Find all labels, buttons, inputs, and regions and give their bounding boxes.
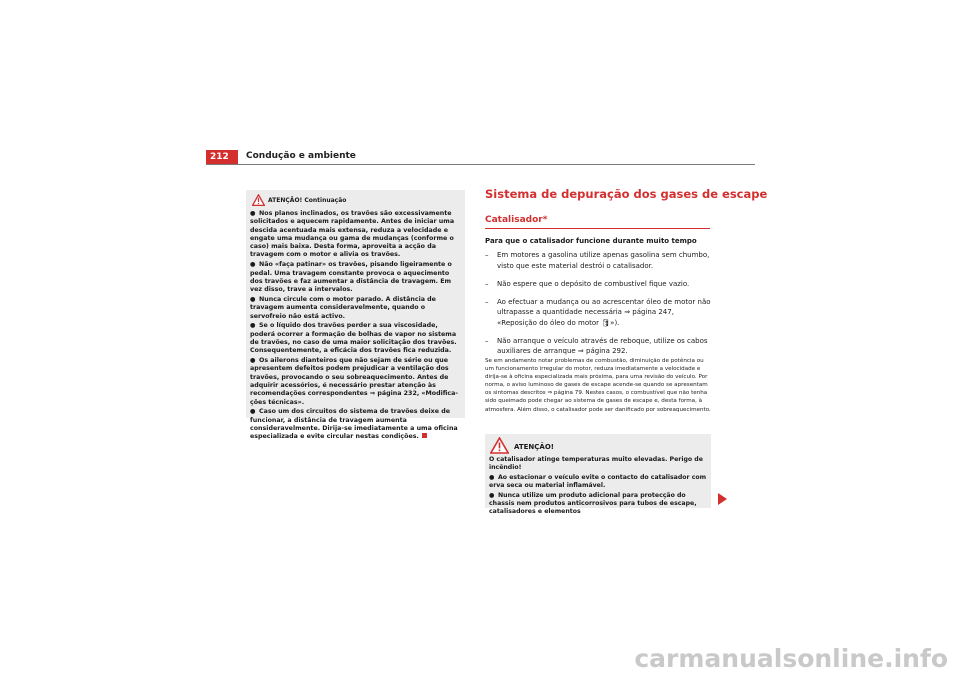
warning-item: ● Nunca circule com o motor parado. A distância de travagem aumenta consideravelmente, quando o servofreio não está activo. (250, 295, 436, 320)
steps-heading: Para que o catalisador funcione durante muito tempo (485, 237, 697, 245)
header-divider (206, 164, 755, 165)
chapter-title: Sistema de depuração dos gases de escape (485, 187, 768, 201)
warning-item: ● Nos planos inclinados, os travões são excessivamente solicitados e aquecem rapidamente. Antes de iniciar uma descida acentuada mais extensa, reduza a velocidade e engate uma mudança ou gama de mudanças (conforme o caso) mais baixa. Desta forma, aproveita a acção da travagem com o motor e alivia os travões. (250, 210, 455, 259)
list-item: – Em motores a gasolina utilize apenas gasolina sem chumbo, visto que este material destrói o catalisador. (485, 251, 710, 270)
warning-label: ATENÇÃO! (514, 443, 554, 451)
warning-text (250, 210, 463, 443)
list-item: – Ao efectuar a mudança ou ao acrescentar óleo de motor não ultrapasse a quantidade necessária ⇒ página 247, «Reposição do óleo do motor 🛢»). (485, 297, 711, 327)
warning-item: ● Ao estacionar o veículo evite o contacto do catalisador com erva seca ou material inflamável. (489, 473, 707, 490)
end-of-section-icon (422, 433, 427, 438)
list-item: – Não arranque o veículo através de reboque, utilize os cabos auxiliares de arranque ⇒ página 292. (485, 336, 708, 355)
continued-arrow-icon (718, 493, 727, 505)
warning-item: ● Se o líquido dos travões perder a sua viscosidade, poderá ocorrer a formação de bolhas de vapor no sistema de travões, no caso de uma maior solicitação dos travões. Consequentemente, a eficácia dos travões fica reduzida. (250, 322, 457, 355)
warning-item: ● Os ailerons dianteiros que não sejam de série ou que apresentem defeitos podem prejudicar a ventilação dos travões, provocando o seu sobreaquecimento. Antes de adquirir acessórios, é necessário prestar atenção às recomendações correspondentes ⇒ página 232, «Modificações técnicas». (250, 357, 459, 406)
warning-box-continued (246, 190, 465, 441)
section-title: Condução e ambiente (246, 151, 356, 161)
warning-lead: O catalisador atinge temperaturas muito elevadas. Perigo de incêndio! (489, 456, 703, 472)
warning-box (485, 434, 711, 516)
warning-triangle-icon (490, 437, 509, 454)
page-header (206, 150, 755, 166)
warning-item: ● Nunca utilize um produto adicional para protecção do chassis nem produtos anticorrosivos para tubos de escape, catalisadores e elementos (489, 491, 697, 516)
steps-list (485, 250, 713, 364)
warning-item: ● Caso um dos circuitos do sistema de travões deixe de funcionar, a distância de travagem aumenta consideravelmente. Dirija-se imediatamente a uma oficina especializada e evite circular nestas condições. (250, 408, 458, 441)
page-number: 212 (206, 150, 238, 164)
list-item: – Não espere que o depósito de combustível fique vazio. (485, 279, 690, 288)
subsection-title: Catalisador* (485, 215, 548, 225)
warning-item: ● Não «faça patinar» os travões, pisando ligeiramente o pedal. Uma travagem constante provoca o aquecimento dos travões e faz aumentar a distância de travagem. Em vez disso, trave a intervalos. (250, 261, 452, 294)
warning-text (489, 456, 707, 518)
warning-label: ATENÇÃO! Continuação (268, 197, 347, 204)
note-paragraph: Se em andamento notar problemas de combustão, diminuição de potência ou um funcionamento irregular do motor, reduza imediatamente a velocidade e dirija-se à oficina especializada mais próxima, para uma revisão do veículo. Por norma, o aviso luminoso de gases de escape acende-se quando se apresentam os sintomas descritos ⇒ página 79. Nestes casos, o combustível que não tenha sido queimado pode chegar ao sistema de gases de escape e, desta forma, à atmosfera. Além disso, o catalisador pode ser danificado por sobreaquecimento. (485, 358, 711, 413)
warning-triangle-icon (252, 194, 265, 206)
subsection-divider (485, 228, 710, 229)
watermark: carmanualsonline.info (634, 644, 948, 673)
